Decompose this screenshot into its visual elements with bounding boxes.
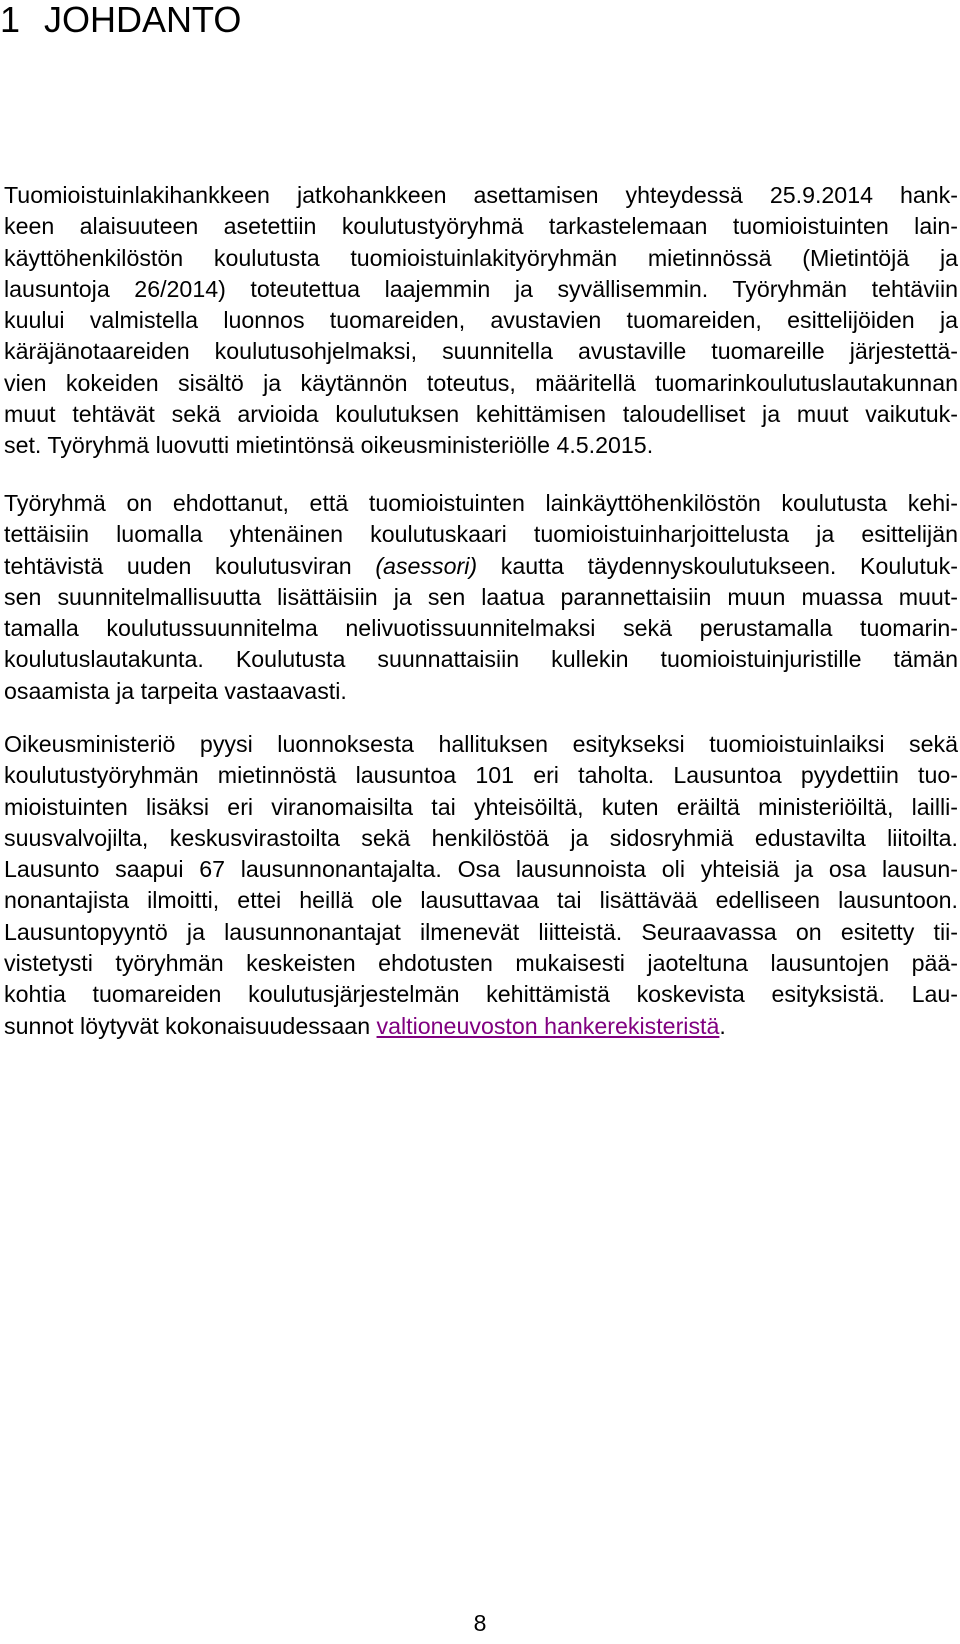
text-line: suusvalvojilta, keskusvirastoilta sekä henkilöstöä ja sidosryhmiä edustavilta liitoilta. bbox=[4, 824, 958, 851]
text-line: tamalla koulutussuunnitelma nelivuotissuunnitelmaksi sekä perustamalla tuomarin- bbox=[4, 615, 958, 642]
text-line: sen suunnitelmallisuutta lisättäisiin ja sen laatua parannettaisiin muun muassa muut- bbox=[4, 583, 958, 610]
text-segment: kautta täydennyskoulutukseen. Koulutuk- bbox=[477, 552, 958, 579]
text-line: Lausuntopyyntö ja lausunnonantajat ilmenevät liitteistä. Seuraavassa on esitetty tii- bbox=[4, 918, 958, 945]
text-line: vistetysti työryhmän keskeisten ehdotusten mukaisesti jaoteltuna lausuntojen pää- bbox=[4, 950, 958, 977]
text-line: koulutuslautakunta. Koulutusta suunnattaisiin kullekin tuomioistuinjuristille tämän bbox=[4, 646, 958, 673]
text-line: Oikeusministeriö pyysi luonnoksesta hallituksen esitykseksi tuomioistuinlaiksi sekä bbox=[4, 731, 958, 757]
text-line: käräjänotaareiden koulutusohjelmaksi, suunnitella avustaville tuomareille järjestettä- bbox=[4, 338, 958, 365]
page-number: 8 bbox=[473, 1610, 487, 1636]
paragraph-1 bbox=[4, 180, 958, 462]
text-line: muut tehtävät sekä arvioida koulutuksen kehittämisen taloudelliset ja muut vaikutuk- bbox=[4, 401, 958, 428]
text-line bbox=[4, 1011, 958, 1042]
text-segment: sunnot löytyvät kokonaisuudessaan bbox=[4, 1012, 377, 1039]
text-line: käyttöhenkilöstön koulutusta tuomioistuinlakityöryhmän mietinnössä (Mietintöjä ja bbox=[4, 244, 958, 271]
text-line: lausuntoja 26/2014) toteutettua laajemmin ja syvällisemmin. Työryhmän tehtäviin bbox=[4, 275, 958, 302]
text-line: Työryhmä on ehdottanut, että tuomioistuinten lainkäyttöhenkilöstön koulutusta kehi- bbox=[4, 490, 958, 516]
paragraph-3 bbox=[4, 729, 958, 1042]
text-line: keen alaisuuteen asetettiin koulutustyöryhmä tarkastelemaan tuomioistuinten lain- bbox=[4, 213, 958, 240]
text-line: koulutustyöryhmän mietinnöstä lausuntoa 101 eri taholta. Lausuntoa pyydettiin tuo- bbox=[4, 762, 958, 789]
text-line: mioistuinten lisäksi eri viranomaisilta tai yhteisöiltä, kuten eräiltä ministeriöiltä, lailli- bbox=[4, 793, 958, 820]
chapter-title: JOHDANTO bbox=[44, 0, 242, 40]
text-line: Tuomioistuinlakihankkeen jatkohankkeen asettamisen yhteydessä 25.9.2014 hank- bbox=[4, 182, 958, 208]
paragraph-2 bbox=[4, 488, 958, 707]
chapter-number: 1 bbox=[0, 0, 21, 40]
italic-term-asessori: (asessori) bbox=[375, 552, 478, 579]
text-line: kohtia tuomareiden koulutusjärjestelmän kehittämistä koskevista esityksistä. Lau- bbox=[4, 981, 958, 1008]
text-line: tettäisiin luomalla yhtenäinen koulutuskaari tuomioistuinharjoittelusta ja esittelijän bbox=[4, 521, 958, 548]
chapter-heading bbox=[0, 0, 241, 40]
text-segment: tehtävistä uuden koulutusviran bbox=[4, 552, 376, 579]
text-line: kuului valmistella luonnos tuomareiden, avustavien tuomareiden, esittelijöiden ja bbox=[4, 307, 958, 334]
text-segment: . bbox=[719, 1012, 726, 1039]
text-line: set. Työryhmä luovutti mietintönsä oikeusministeriölle 4.5.2015. bbox=[4, 432, 654, 459]
hankerekisteri-link[interactable]: valtioneuvoston hankerekisteristä bbox=[376, 1012, 720, 1039]
text-line: osaamista ja tarpeita vastaavasti. bbox=[4, 677, 347, 704]
text-line: nonantajista ilmoitti, ettei heillä ole lausuttavaa tai lisättävää edelliseen lausuntoon. bbox=[4, 887, 958, 914]
text-line: Lausunto saapui 67 lausunnonantajalta. Osa lausunnoista oli yhteisiä ja osa lausun- bbox=[4, 856, 958, 883]
text-line: vien kokeiden sisältö ja käytännön toteutus, määritellä tuomarinkoulutuslautakunnan bbox=[4, 369, 958, 396]
text-line bbox=[4, 551, 958, 582]
